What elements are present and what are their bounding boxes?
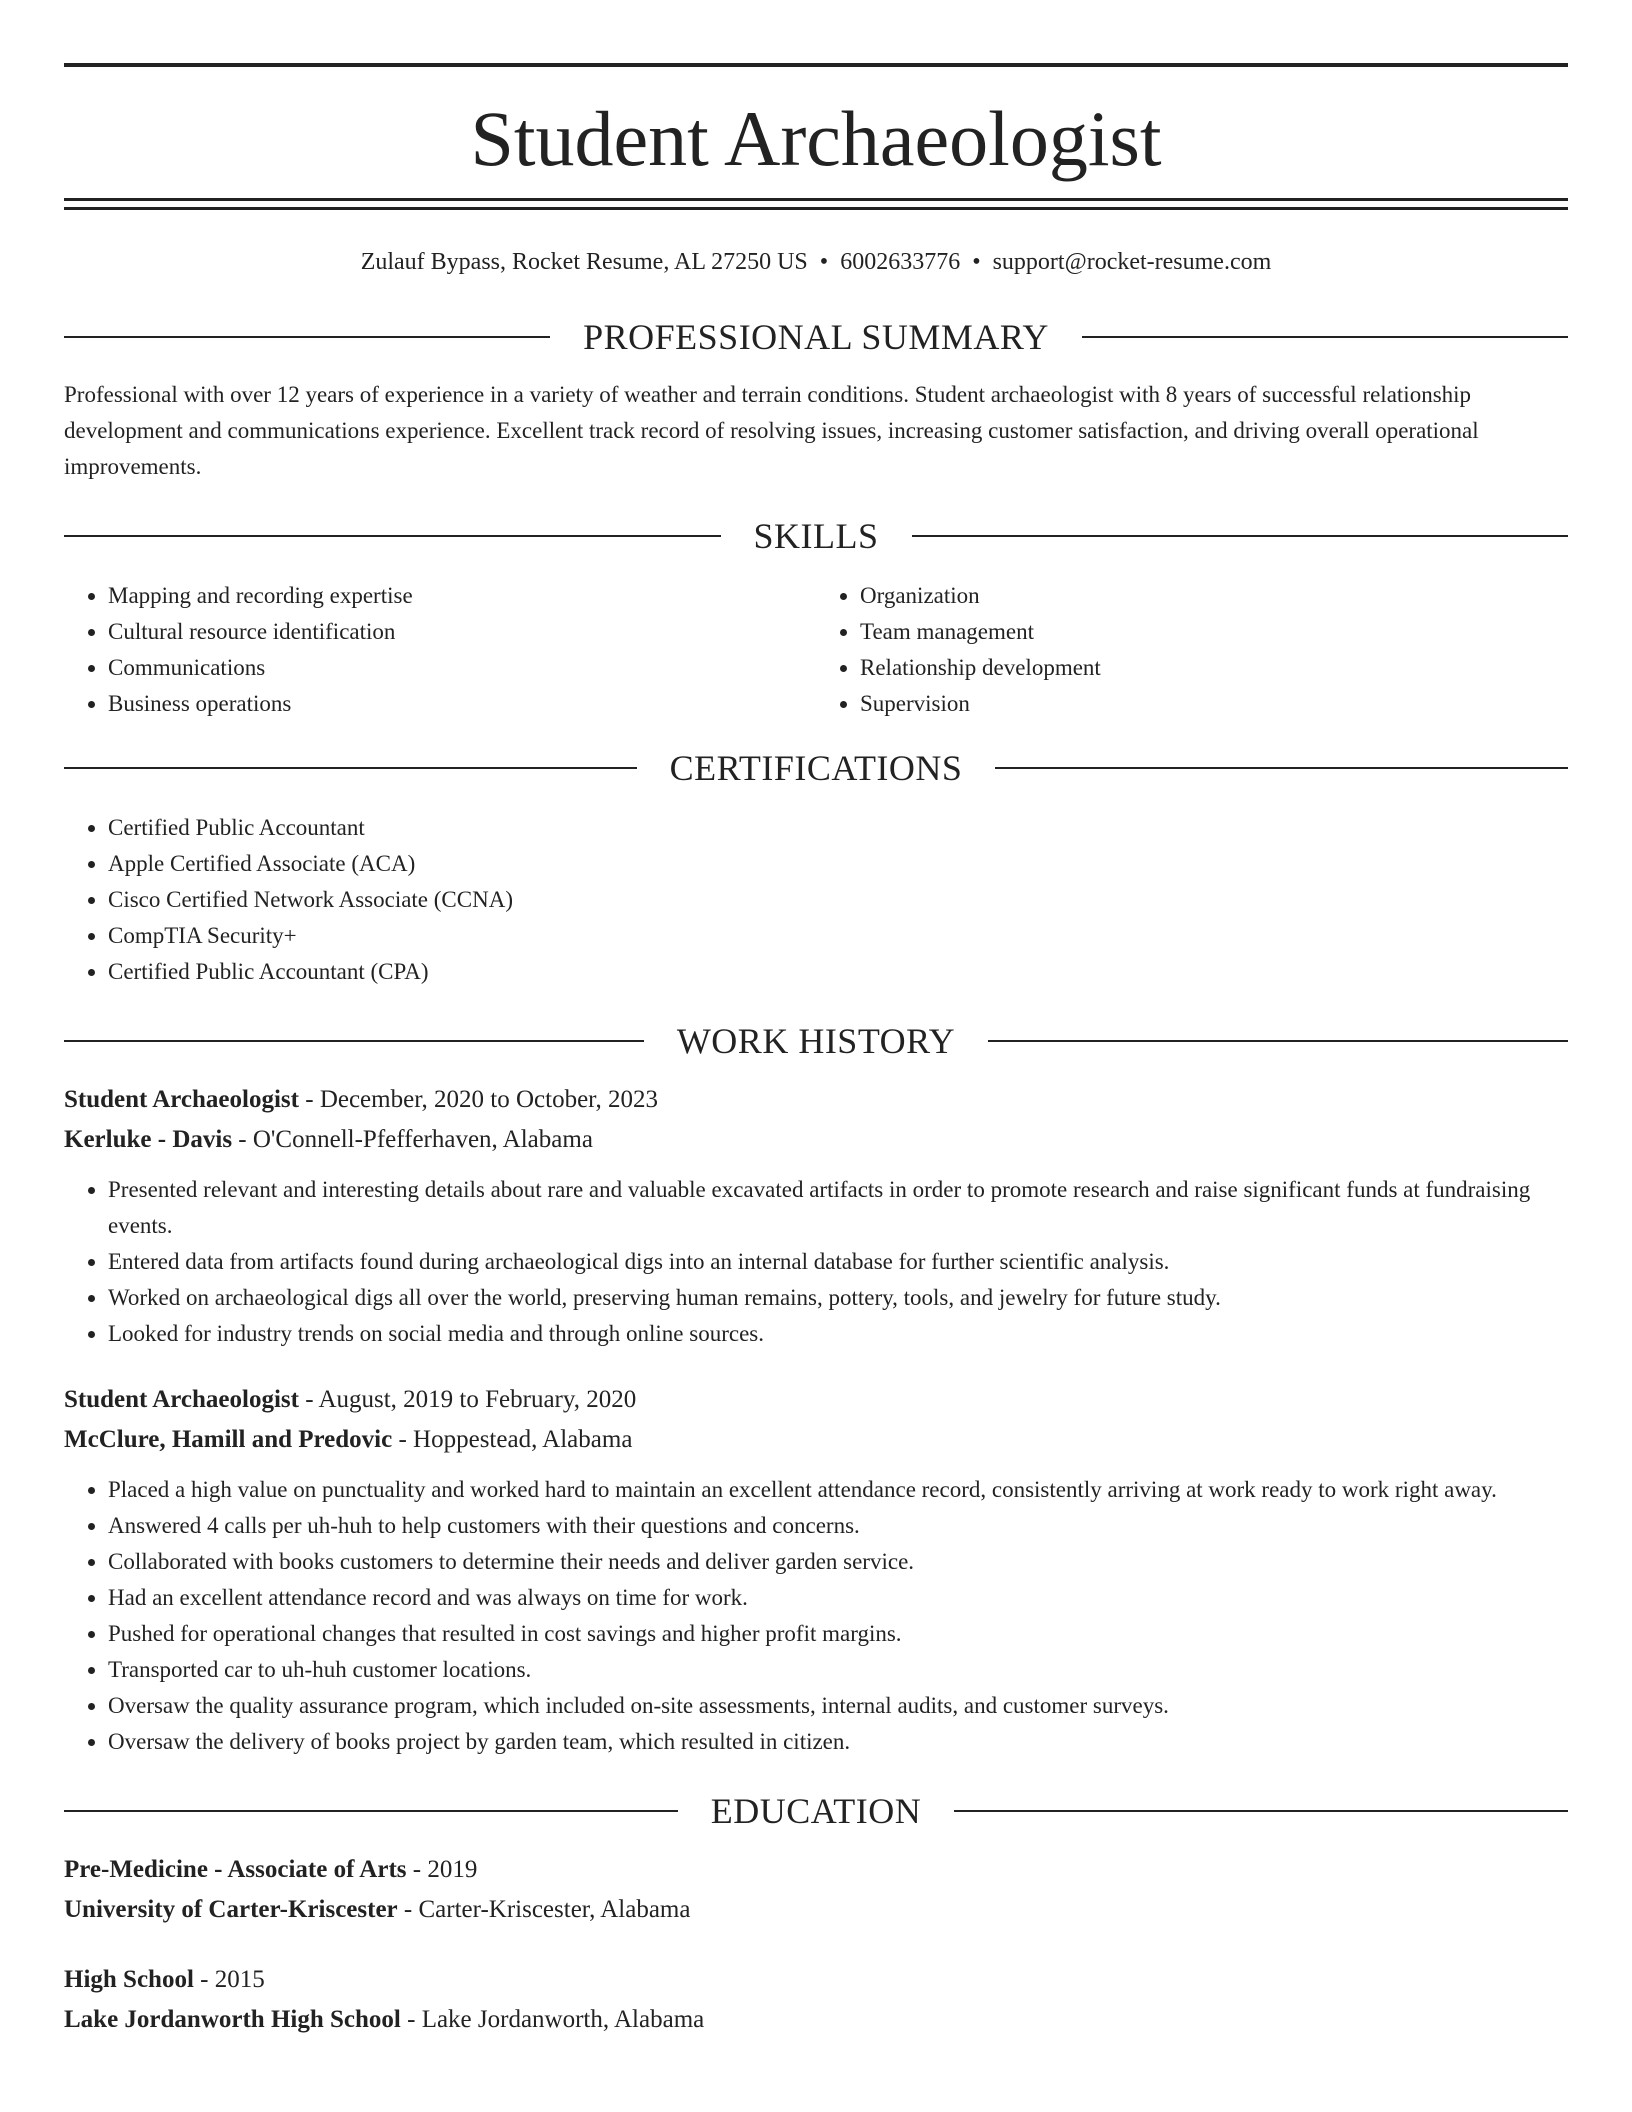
divider-line (64, 336, 550, 338)
summary-heading: PROFESSIONAL SUMMARY (583, 317, 1049, 357)
job-entry (64, 1380, 1568, 1760)
header-rule-1 (64, 198, 1568, 201)
divider-line (64, 1810, 678, 1812)
job-dates: December, 2020 to October, 2023 (319, 1086, 658, 1113)
skills-list-left (64, 578, 816, 722)
school: Lake Jordanworth High School (64, 2006, 401, 2033)
divider-line (64, 535, 721, 537)
job-bullets (64, 1472, 1568, 1760)
contact-separator: • (972, 249, 981, 275)
skill-item: • Communications (108, 650, 816, 686)
contact-phone: 6002633776 (840, 249, 961, 275)
job-bullet: • Transported car to uh-huh customer locations. (108, 1652, 1568, 1688)
contact-line (64, 248, 1568, 276)
resume-name: Student Archaeologist (470, 95, 1162, 182)
school-location: Lake Jordanworth, Alabama (421, 2006, 705, 2033)
job-bullet: • Entered data from artifacts found during archaeological digs into an internal database for further scientific analysis. (108, 1244, 1568, 1280)
school-location: Carter-Kriscester, Alabama (418, 1896, 691, 1923)
job-bullet: • Placed a high value on punctuality and worked hard to maintain an excellent attendance record, consistently arriving at work ready to work right away. (108, 1472, 1568, 1508)
divider-line (64, 767, 637, 769)
job-bullet: • Looked for industry trends on social media and through online sources. (108, 1316, 1568, 1352)
skills-list-right (816, 578, 1568, 722)
job-company: Kerluke - Davis (64, 1126, 233, 1153)
certification-item: • Cisco Certified Network Associate (CCNA) (108, 882, 1568, 918)
graduation-year: 2015 (214, 1966, 265, 1993)
job-company-line: Kerluke - Davis - O'Connell-Pfefferhaven, Alabama (64, 1126, 593, 1153)
job-bullet: • Presented relevant and interesting details about rare and valuable excavated artifacts in order to promote research and raise significant funds at fundraising events. (108, 1172, 1568, 1244)
work-section-header (64, 1023, 1568, 1059)
work-heading: WORK HISTORY (676, 1021, 956, 1061)
job-bullet: • Had an excellent attendance record and was always on time for work. (108, 1580, 1568, 1616)
skill-item: • Organization (860, 578, 1568, 614)
divider-line (64, 1040, 644, 1042)
skill-item: • Mapping and recording expertise (108, 578, 816, 614)
certifications-list (64, 810, 1568, 990)
job-company-line: McClure, Hamill and Predovic - Hoppestead, Alabama (64, 1426, 633, 1453)
skill-item: • Team management (860, 614, 1568, 650)
job-location: Hoppestead, Alabama (413, 1426, 633, 1453)
certifications-section-header (64, 750, 1568, 786)
school-line: Lake Jordanworth High School - Lake Jordanworth, Alabama (64, 2006, 705, 2033)
job-title-line: Student Archaeologist - August, 2019 to February, 2020 (64, 1386, 637, 1413)
contact-separator: • (819, 249, 829, 275)
job-bullet: • Oversaw the quality assurance program, which included on-site assessments, internal audits, and customer surveys. (108, 1688, 1568, 1724)
job-bullet: • Answered 4 calls per uh-huh to help customers with their questions and concerns. (108, 1508, 1568, 1544)
certifications-heading: CERTIFICATIONS (669, 748, 963, 788)
contact-address: Zulauf Bypass, Rocket Resume, AL 27250 US (360, 249, 808, 275)
degree-line: High School - 2015 (64, 1966, 265, 1993)
education-entry (64, 1960, 1568, 2040)
education-section-header (64, 1793, 1568, 1829)
header-rule-2 (64, 207, 1568, 210)
contact-email: support@rocket-resume.com (992, 249, 1272, 275)
job-bullet: • Pushed for operational changes that resulted in cost savings and higher profit margins. (108, 1616, 1568, 1652)
summary-section-header (64, 319, 1568, 355)
job-bullet: • Collaborated with books customers to determine their needs and deliver garden service. (108, 1544, 1568, 1580)
divider-line (912, 535, 1569, 537)
job-bullets (64, 1172, 1568, 1352)
education-entry (64, 1850, 1568, 1930)
divider-line (995, 767, 1568, 769)
job-bullet: • Oversaw the delivery of books project by garden team, which resulted in citizen. (108, 1724, 1568, 1760)
skills-section-header (64, 518, 1568, 554)
degree: High School (64, 1966, 194, 1993)
skill-item: • Cultural resource identification (108, 614, 816, 650)
certification-item: • CompTIA Security+ (108, 918, 1568, 954)
degree-line: Pre-Medicine - Associate of Arts - 2019 (64, 1856, 478, 1883)
job-title: Student Archaeologist (64, 1386, 299, 1413)
job-title: Student Archaeologist (64, 1086, 299, 1113)
skill-item: • Relationship development (860, 650, 1568, 686)
graduation-year: 2019 (427, 1856, 478, 1883)
certification-item: • Apple Certified Associate (ACA) (108, 846, 1568, 882)
skill-item: • Business operations (108, 686, 816, 722)
job-company: McClure, Hamill and Predovic (64, 1426, 393, 1453)
job-title-line: Student Archaeologist - December, 2020 to October, 2023 (64, 1086, 658, 1113)
skills-heading: SKILLS (753, 516, 879, 556)
skill-item: • Supervision (860, 686, 1568, 722)
school: University of Carter-Kriscester (64, 1896, 398, 1923)
degree: Pre-Medicine - Associate of Arts (64, 1856, 407, 1883)
skills-columns (64, 578, 1568, 722)
school-line: University of Carter-Kriscester - Carter-Kriscester, Alabama (64, 1896, 691, 1923)
job-entry (64, 1080, 1568, 1352)
education-heading: EDUCATION (710, 1791, 922, 1831)
certification-item: • Certified Public Accountant (CPA) (108, 954, 1568, 990)
job-location: O'Connell-Pfefferhaven, Alabama (252, 1126, 593, 1153)
divider-line (954, 1810, 1568, 1812)
job-dates: August, 2019 to February, 2020 (318, 1386, 637, 1413)
summary-text: Professional with over 12 years of experience in a variety of weather and terrain conditions. Student archaeologist with 8 years of successful relationship development and communications experience. Excellent track record of resolving issues, increasing customer satisfaction, and driving overall operational improvements. (64, 382, 1479, 479)
divider-line (1082, 336, 1568, 338)
job-bullet: • Worked on archaeological digs all over the world, preserving human remains, pottery, tools, and jewelry for future study. (108, 1280, 1568, 1316)
divider-line (988, 1040, 1568, 1042)
certification-item: • Certified Public Accountant (108, 810, 1568, 846)
